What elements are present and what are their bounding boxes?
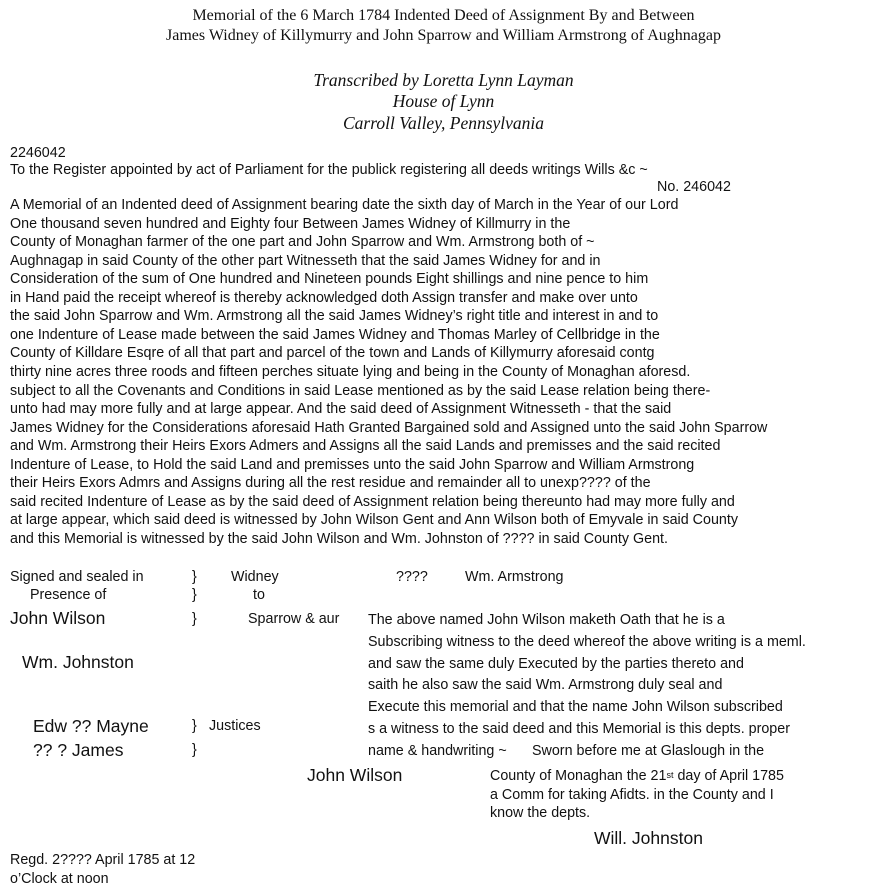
memorial-body-line: said recited Indenture of Lease as by the said deed of Assignment relation being thereunto had may more fully and	[10, 493, 735, 510]
memorial-body-line: at large appear, which said deed is witnessed by John Wilson Gent and Ann Wilson both of Emyvale in said County	[10, 512, 738, 529]
transcriber-house: House of Lynn	[392, 91, 495, 111]
memorial-body-line: and this Memorial is witnessed by the said John Wilson and Wm. Johnston of ???? in said County Gent.	[10, 530, 668, 547]
memorial-body-line: County of Monaghan farmer of the one part and John Sparrow and Wm. Armstrong both of ~	[10, 234, 595, 251]
county-date: County of Monaghan the 21st day of April 1785	[490, 768, 784, 784]
memorial-body-line: one Indenture of Lease made between the said James Widney and Thomas Marley of Cellbridge in the	[10, 326, 660, 343]
memorial-body-line: Consideration of the sum of One hundred and Nineteen pounds Eight shillings and nine pence to him	[10, 271, 649, 288]
memorial-body-line: thirty nine acres three roods and fifteen perches situate lying and being in the County of Monaghan aforesd.	[10, 363, 691, 380]
oath-line: Execute this memorial and that the name John Wilson subscribed	[368, 699, 783, 716]
know-depts: know the depts.	[490, 805, 591, 821]
memorial-body-line: One thousand seven hundred and Eighty four Between James Widney of Killmurry in the	[10, 215, 571, 232]
justices-label: Justices	[209, 718, 261, 734]
signature-armstrong: Wm. Armstrong	[465, 569, 564, 585]
memorial-body-line: subject to all the Covenants and Conditions in said Lease mentioned as by the said Lease relation being there-	[10, 382, 711, 399]
memorial-body-line: County of Killdare Esqre of all that part and parcel of the town and Lands of Killymurry aforesaid contg	[10, 345, 655, 362]
oath-line: The above named John Wilson maketh Oath that he is a	[368, 612, 725, 628]
brace: }	[192, 587, 197, 603]
memorial-body-line: Indenture of Lease, to Hold the said Land and premisses unto the said John Sparrow and William Armstrong	[10, 456, 695, 473]
presence-of-label: Presence of	[30, 587, 107, 603]
registration-date: Regd. 2???? April 1785 at 12	[10, 852, 196, 868]
memorial-body-line: Aughnagap in said County of the other part Witnesseth that the said James Widney for and in	[10, 252, 601, 269]
brace: }	[192, 718, 197, 734]
party-to: to	[253, 587, 265, 603]
party-sparrow: Sparrow & aur	[248, 611, 340, 627]
document-title-line-2: James Widney of Killymurry and John Sparrow and William Armstrong of Aughnagap	[166, 27, 721, 44]
memorial-number: No. 246042	[657, 179, 731, 195]
memorial-body-line: their Heirs Exors Admrs and Assigns during all the rest residue and remainder all to unexp???? of the	[10, 475, 651, 492]
justice-mayne: Edw ?? Mayne	[33, 716, 149, 736]
register-address: To the Register appointed by act of Parliament for the publick registering all deeds writings Wills &c ~	[10, 162, 648, 178]
document-title-line-1: Memorial of the 6 March 1784 Indented Deed of Assignment By and Between	[192, 7, 695, 24]
witness-wm-johnston: Wm. Johnston	[22, 652, 134, 672]
memorial-body-line: James Widney for the Considerations aforesaid Hath Granted Bargained sold and Assigned unto the said John Sparrow	[10, 419, 768, 436]
transcriber-credit: Transcribed by Loretta Lynn Layman	[313, 70, 574, 90]
brace: }	[192, 611, 197, 627]
commissioner-note: a Comm for taking Afidts. in the County and I	[490, 787, 774, 803]
brace: }	[192, 569, 197, 585]
transcriber-location: Carroll Valley, Pennsylvania	[342, 113, 545, 133]
signed-sealed-label: Signed and sealed in	[10, 569, 144, 585]
brace: }	[192, 742, 197, 758]
unknown-name: ????	[396, 569, 428, 585]
memorial-body-line: and Wm. Armstrong their Heirs Exors Admers and Assigns all the said Lands and premisses and the said recited	[10, 438, 721, 455]
oath-line: saith he also saw the said Wm. Armstrong duly seal and	[368, 677, 723, 694]
witness-john-wilson: John Wilson	[10, 608, 106, 628]
oath-line: and saw the same duly Executed by the parties thereto and	[368, 655, 744, 672]
reference-number: 2246042	[10, 145, 66, 161]
oath-line: s a witness to the said deed and this Memorial is this depts. proper	[368, 721, 790, 737]
party-widney: Widney	[231, 569, 279, 585]
commissioner-signature: Will. Johnston	[594, 828, 703, 848]
oath-name-handwriting: name & handwriting ~	[368, 743, 507, 759]
memorial-body-line: A Memorial of an Indented deed of Assignment bearing date the sixth day of March in the Year of our Lord	[10, 197, 679, 213]
memorial-body-line: unto had may more fully and at large appear. And the said deed of Assignment Witnesseth - that the said	[10, 401, 672, 418]
memorial-body-line: the said John Sparrow and Wm. Armstrong all the said James Widney’s right title and interest in and to	[10, 308, 659, 325]
memorial-body-line: in Hand paid the receipt whereof is thereby acknowledged doth Assign transfer and make over unto	[10, 289, 638, 306]
justice-james: ?? ? James	[33, 740, 124, 760]
oath-line: Subscribing witness to the deed whereof the above writing is a meml.	[368, 633, 806, 650]
deponent-john-wilson: John Wilson	[307, 765, 403, 785]
registration-time: o’Clock at noon	[10, 871, 109, 887]
sworn-before: Sworn before me at Glaslough in the	[532, 743, 765, 759]
